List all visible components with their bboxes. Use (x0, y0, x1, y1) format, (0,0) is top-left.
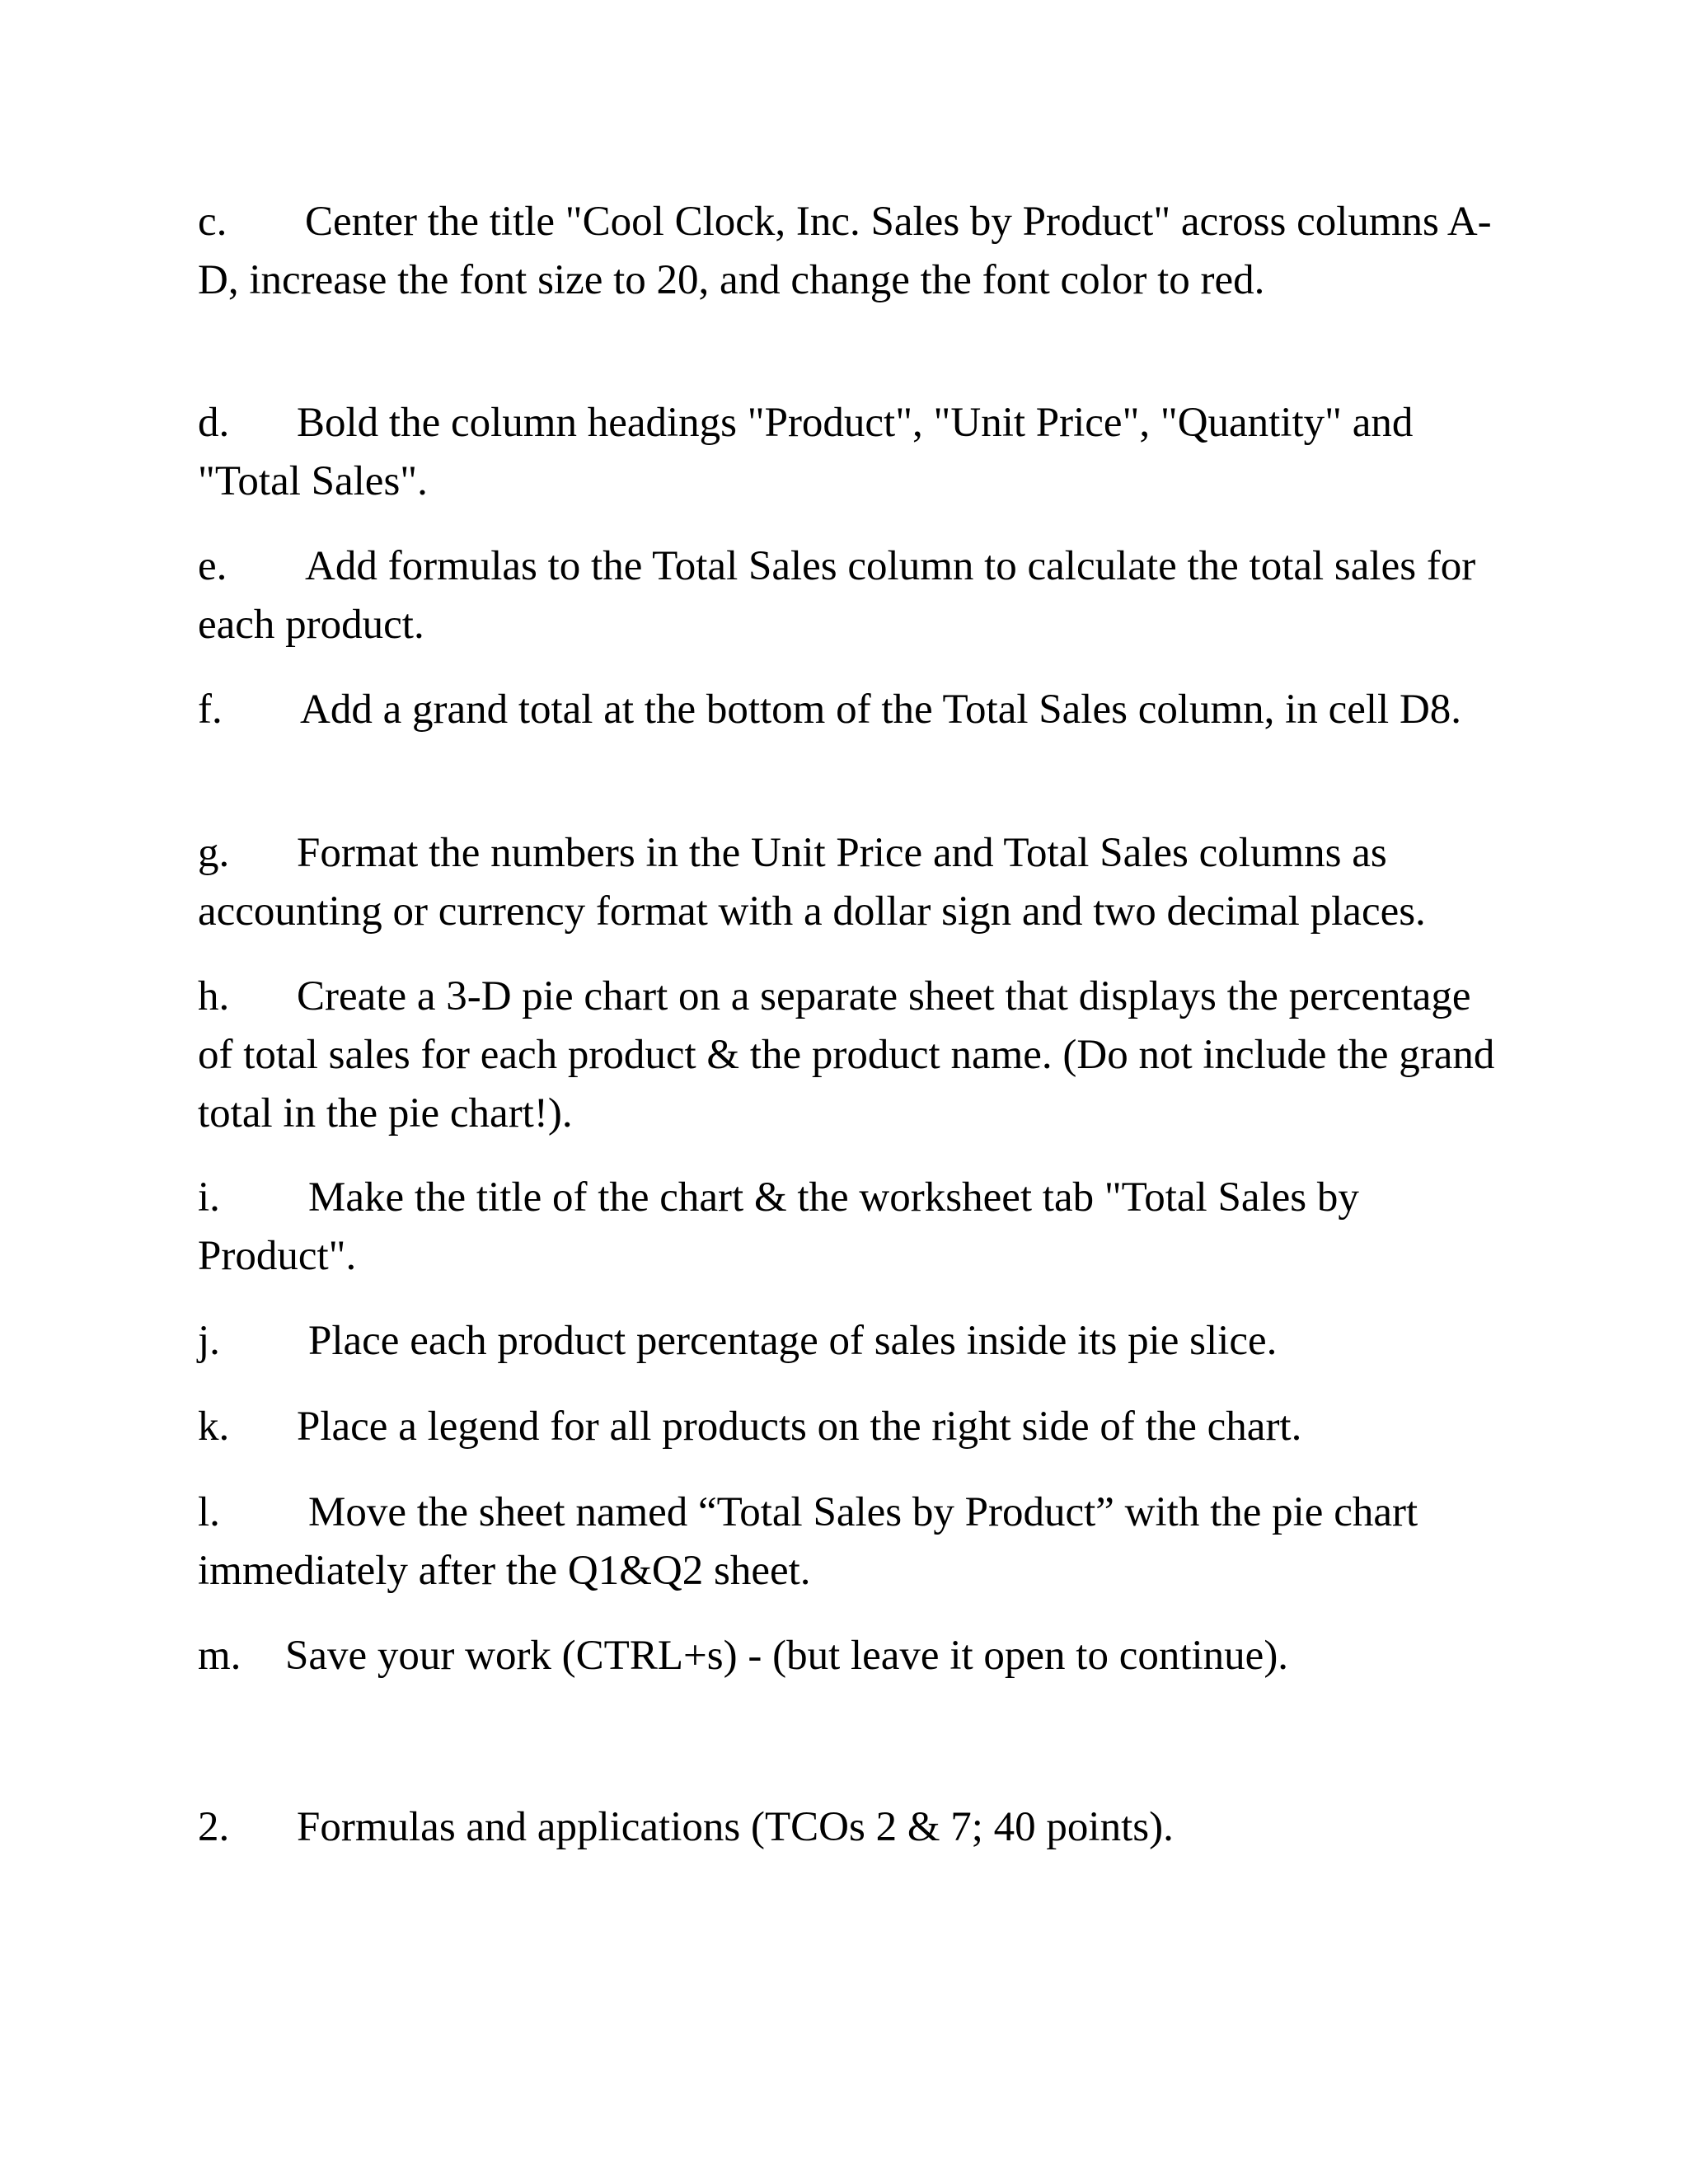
item-marker: 2. (198, 1804, 230, 1850)
instruction-m (198, 1627, 1500, 1685)
item-text: Place each product percentage of sales inside its pie slice. (308, 1318, 1278, 1364)
instruction-i (198, 1169, 1500, 1286)
instruction-k (198, 1398, 1500, 1456)
item-text: Center the title "Cool Clock, Inc. Sales by Product" across columns A-D, increase the font size to 20, and change the font color to red. (198, 199, 1492, 303)
item-marker: l. (198, 1489, 220, 1535)
item-marker: d. (198, 400, 230, 446)
item-text: Add a grand total at the bottom of the Total Sales column, in cell D8. (300, 687, 1462, 733)
section-heading-2 (198, 1798, 1500, 1857)
item-marker: f. (198, 687, 223, 733)
item-marker: e. (198, 543, 227, 589)
instruction-d (198, 394, 1500, 511)
item-marker: h. (198, 973, 230, 1019)
instruction-l (198, 1483, 1500, 1601)
item-text: Format the numbers in the Unit Price and Total Sales columns as accounting or currency format with a dollar sign and two decimal places. (198, 830, 1426, 935)
item-marker: g. (198, 830, 230, 876)
item-text: Save your work (CTRL+s) - (but leave it open to continue). (285, 1633, 1289, 1679)
item-text: Move the sheet named “Total Sales by Product” with the pie chart immediately after the Q1&Q2 sheet. (198, 1489, 1418, 1594)
item-text: Create a 3-D pie chart on a separate sheet that displays the percentage of total sales for each product & the product name. (Do not include the grand total in the pie chart!). (198, 973, 1495, 1137)
instruction-c (198, 193, 1500, 310)
instruction-g (198, 824, 1500, 941)
item-text: Formulas and applications (TCOs 2 & 7; 40 points). (297, 1804, 1174, 1850)
item-text: Place a legend for all products on the right side of the chart. (297, 1404, 1302, 1450)
item-marker: k. (198, 1404, 230, 1450)
instruction-e (198, 537, 1500, 654)
item-text: Add formulas to the Total Sales column to calculate the total sales for each product. (198, 543, 1476, 648)
item-text: Make the title of the chart & the worksheet tab "Total Sales by Product". (198, 1174, 1359, 1279)
item-marker: c. (198, 199, 227, 245)
instruction-h (198, 968, 1500, 1143)
instruction-f (198, 681, 1500, 739)
item-text: Bold the column headings "Product", "Unit Price", "Quantity" and "Total Sales". (198, 400, 1414, 504)
item-marker: j. (198, 1318, 220, 1364)
instruction-j (198, 1312, 1500, 1371)
item-marker: i. (198, 1174, 220, 1221)
item-marker: m. (198, 1633, 241, 1679)
